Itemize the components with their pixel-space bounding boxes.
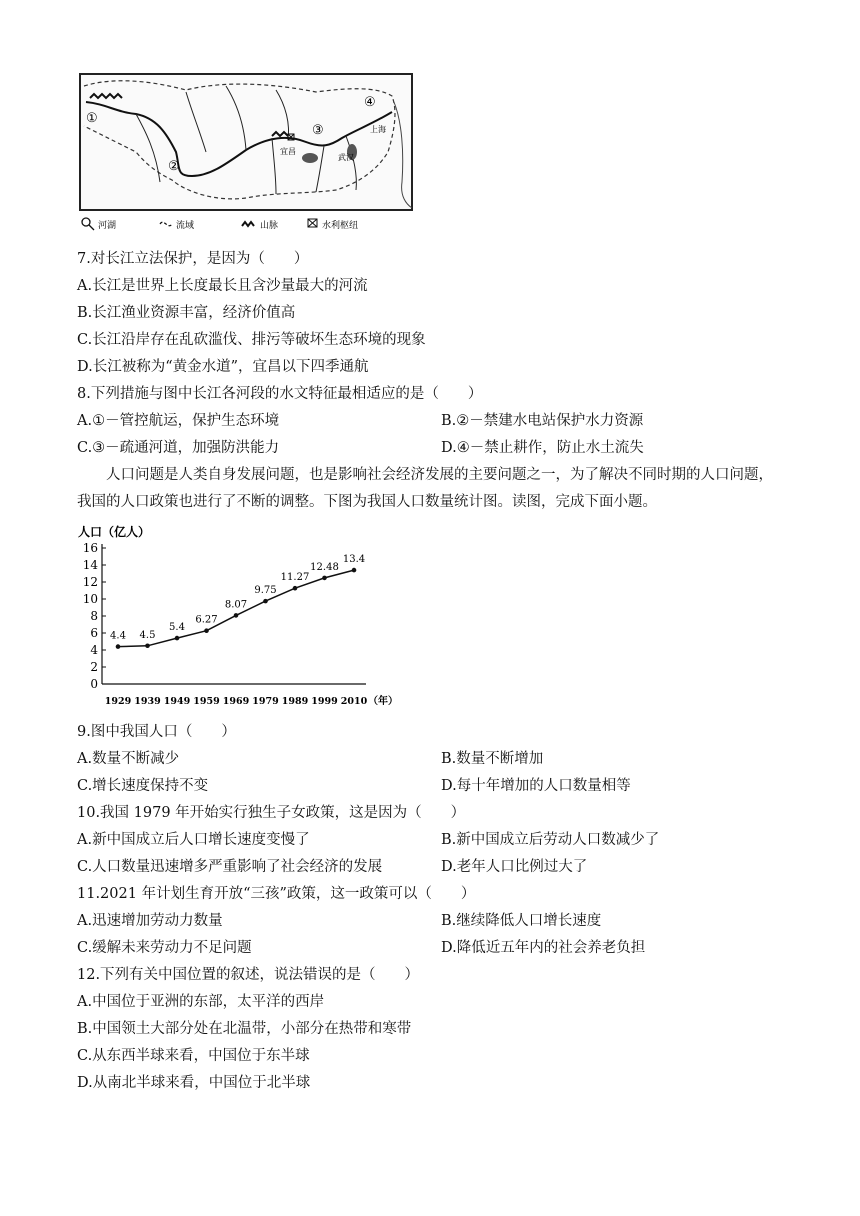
question-12-option-c: C.从东西半球来看，中国位于东半球 <box>77 1048 310 1064</box>
y-tick-label: 4 <box>90 643 98 657</box>
question-11-stem: 11.2021 年计划生育开放“三孩”政策，这一政策可以（ ） <box>77 886 476 902</box>
x-tick-label: 1979 <box>252 696 279 707</box>
question-10-option-c: C.人口数量迅速增多严重影响了社会经济的发展 <box>77 859 383 875</box>
x-tick-label: 1989 <box>281 696 309 707</box>
map-marker-4: ④ <box>364 95 376 110</box>
question-7-option-c: C.长江沿岸存在乱砍滥伐、排污等破坏生态环境的现象 <box>77 332 426 348</box>
y-tick-label: 12 <box>82 575 98 589</box>
question-10-option-a: A.新中国成立后人口增长速度变慢了 <box>77 832 310 848</box>
y-tick-label: 16 <box>82 541 98 555</box>
data-point <box>145 643 150 648</box>
x-tick-label: 1939 <box>134 696 161 707</box>
question-7-option-b: B.长江渔业资源丰富，经济价值高 <box>77 305 296 321</box>
data-label: 5.4 <box>169 622 185 634</box>
question-9-option-c: C.增长速度保持不变 <box>77 778 209 794</box>
y-tick-label: 14 <box>82 558 98 572</box>
map-marker-1: ① <box>86 111 98 126</box>
data-label: 4.5 <box>139 629 156 641</box>
lake-dongting <box>302 153 318 163</box>
city-shanghai: 上海 <box>370 125 386 134</box>
question-11-option-c: C.缓解未来劳动力不足问题 <box>77 940 252 956</box>
data-point <box>204 628 209 633</box>
y-tick-label: 8 <box>90 609 98 623</box>
data-point <box>116 644 121 649</box>
question-7-stem: 7.对长江立法保护，是因为（ ） <box>77 251 309 267</box>
data-point <box>263 599 268 604</box>
data-point <box>352 568 357 573</box>
data-label: 13.4 <box>342 554 366 566</box>
legend-basin-label: 流域 <box>176 221 195 231</box>
data-point <box>234 613 239 618</box>
population-intro-paragraph: 人口问题是人类自身发展问题，也是影响社会经济发展的主要问题之一，为了解决不同时期的人口问题，我国的人口政策也进行了不断的调整。下图为我国人口数量统计图。读图，完成下面小题。 <box>77 467 773 510</box>
question-12-option-d: D.从南北半球来看，中国位于北半球 <box>77 1075 311 1091</box>
legend-river-label: 河湖 <box>98 221 117 231</box>
data-label: 8.07 <box>224 599 248 611</box>
question-11-option-b: B.继续降低人口增长速度 <box>441 913 602 929</box>
chart-y-axis-label: 人口（亿人） <box>78 525 151 539</box>
data-label: 6.27 <box>195 614 218 626</box>
data-label: 4.4 <box>110 630 126 642</box>
data-label: 11.27 <box>280 572 310 584</box>
question-10-stem: 10.我国 1979 年开始实行独生子女政策，这是因为（ ） <box>77 805 466 821</box>
question-12-stem: 12.下列有关中国位置的叙述，说法错误的是（ ） <box>77 967 420 983</box>
question-8-option-d: D.④－禁止耕作，防止水土流失 <box>441 440 644 456</box>
x-tick-label: 1929 <box>104 696 132 707</box>
question-9-option-a: A.数量不断减少 <box>77 751 180 767</box>
x-tick-label: 1949 <box>163 696 191 707</box>
y-tick-label: 6 <box>90 626 98 640</box>
city-wuhan: 武汉 <box>338 153 354 162</box>
question-12-option-b: B.中国领土大部分处在北温带，小部分在热带和寒带 <box>77 1021 412 1037</box>
question-8-option-b: B.②－禁建水电站保护水力资源 <box>441 413 644 429</box>
city-yichang: 宜昌 <box>280 147 296 156</box>
x-tick-label: 2010 <box>340 696 368 707</box>
map-marker-3: ③ <box>312 123 324 138</box>
legend-dam-label: 水利枢纽 <box>322 221 359 231</box>
yangtze-river-map <box>76 72 416 234</box>
population-line-chart <box>76 520 406 712</box>
map-legend <box>82 218 358 231</box>
question-11-option-d: D.降低近五年内的社会养老负担 <box>441 940 646 956</box>
chart-x-axis-label: （年） <box>368 696 398 707</box>
data-point <box>322 576 327 581</box>
question-9-option-d: D.每十年增加的人口数量相等 <box>441 778 631 794</box>
question-10-option-b: B.新中国成立后劳动人口数减少了 <box>441 832 660 848</box>
y-tick-label: 2 <box>90 660 98 674</box>
map-marker-2: ② <box>168 159 180 174</box>
question-9-stem: 9.图中我国人口（ ） <box>77 724 236 740</box>
question-10-option-d: D.老年人口比例过大了 <box>441 859 588 875</box>
x-tick-label: 1969 <box>222 696 250 707</box>
legend-mountain-label: 山脉 <box>260 221 279 231</box>
question-7-option-d: D.长江被称为“黄金水道”，宜昌以下四季通航 <box>77 359 369 375</box>
question-11-option-a: A.迅速增加劳动力数量 <box>77 913 223 929</box>
question-9-option-b: B.数量不断增加 <box>441 751 544 767</box>
data-point <box>175 636 180 641</box>
data-label: 9.75 <box>254 585 277 597</box>
question-8-option-a: A.①－管控航运，保护生态环境 <box>77 413 280 429</box>
data-point <box>293 586 298 591</box>
x-tick-label: 1999 <box>311 696 338 707</box>
y-tick-label: 0 <box>90 677 98 691</box>
question-8-stem: 8.下列措施与图中长江各河段的水文特征最相适应的是（ ） <box>77 386 483 402</box>
x-tick-label: 1959 <box>193 696 220 707</box>
y-tick-label: 10 <box>82 592 98 606</box>
question-8-option-c: C.③－疏通河道，加强防洪能力 <box>77 440 280 456</box>
question-7-option-a: A.长江是世界上长度最长且含沙量最大的河流 <box>77 278 368 294</box>
question-12-option-a: A.中国位于亚洲的东部，太平洋的西岸 <box>77 994 325 1010</box>
data-label: 12.48 <box>310 561 339 573</box>
